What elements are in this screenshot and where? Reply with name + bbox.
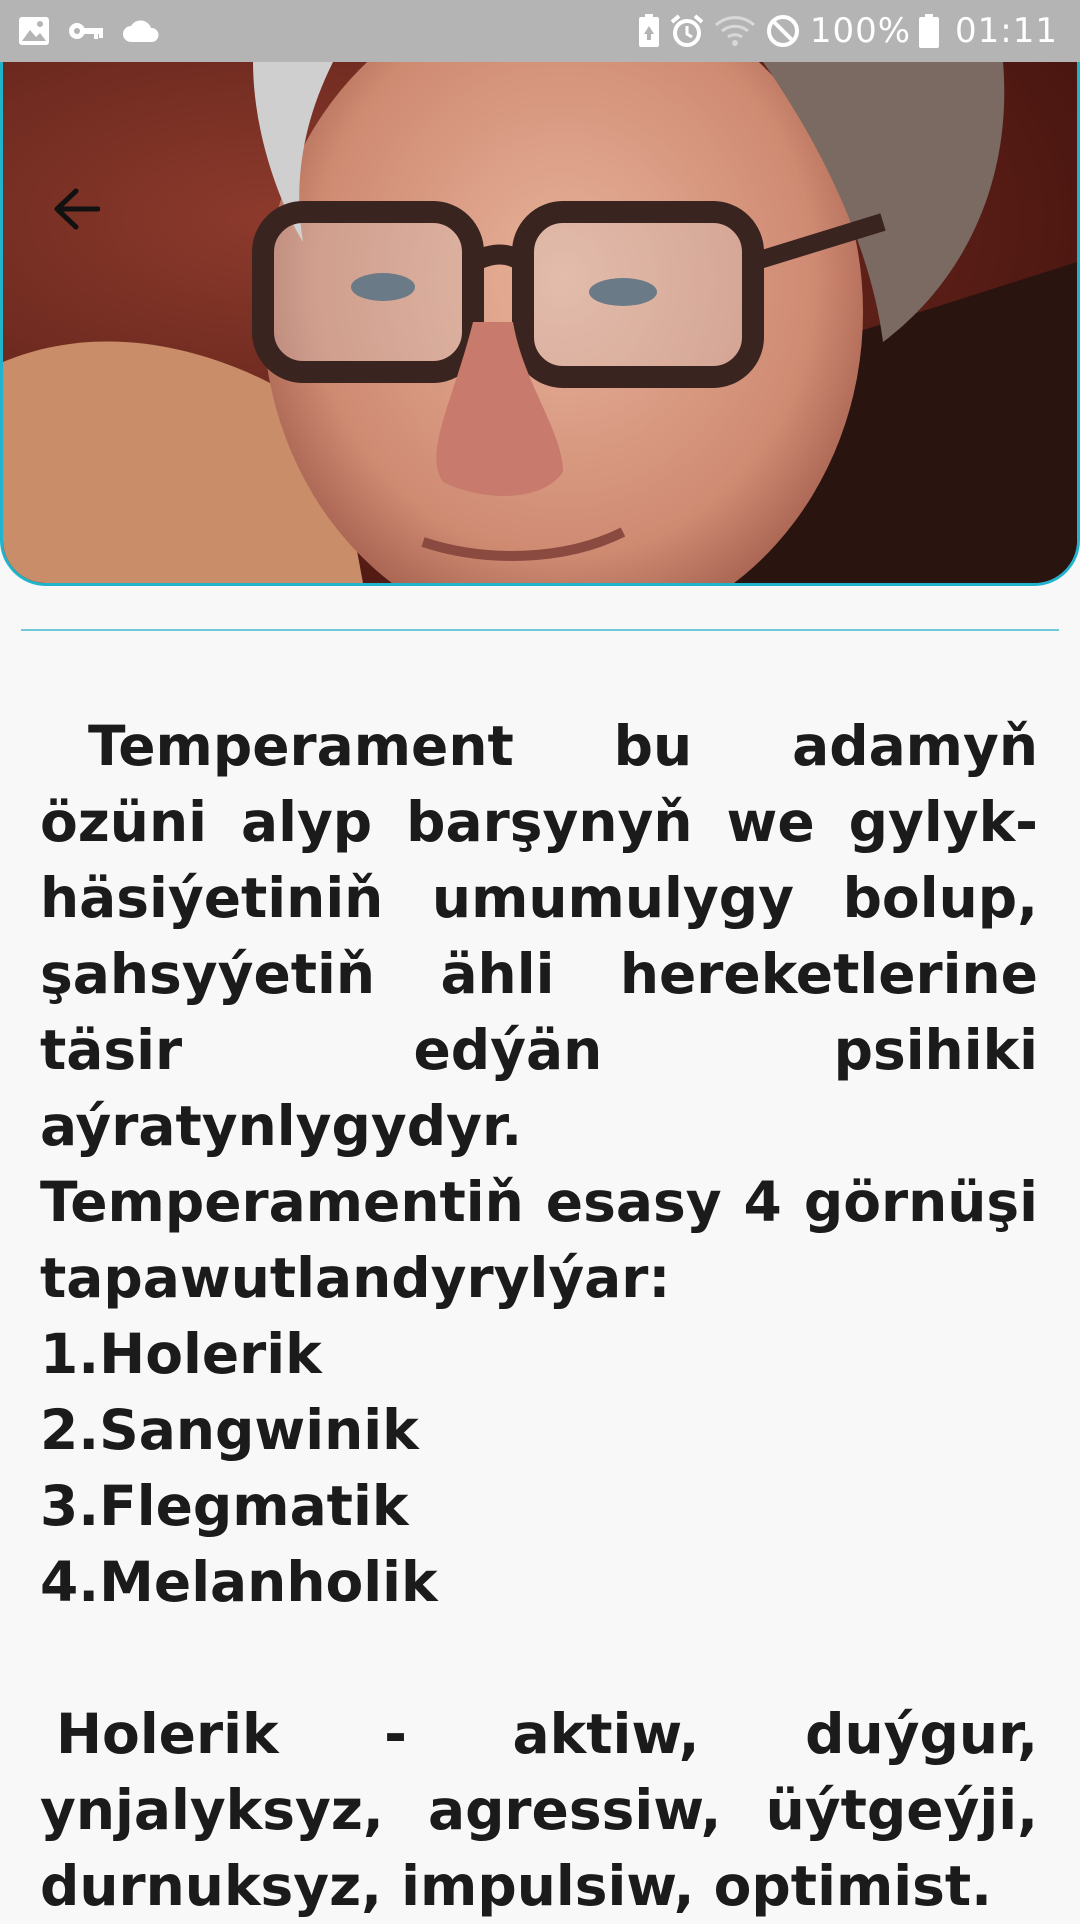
image-icon [18,16,50,46]
list-item: 4.Melanholik [40,1550,438,1614]
status-left-icons [18,16,178,46]
wifi-icon [714,15,756,47]
hero-photo [0,62,1080,586]
status-bar [0,0,1080,62]
holerik-paragraph [40,1696,1038,1924]
portrait-illustration [3,62,1077,583]
divider [21,629,1059,631]
do-not-disturb-icon [766,14,800,48]
cloud-icon [122,19,160,43]
arrow-left-icon [52,187,100,231]
list-item: 3.Flegmatik [40,1474,409,1538]
battery-icon [919,14,939,48]
clock: 01:11 [955,11,1058,51]
article-content [40,708,1038,1924]
list-item: 1.Holerik [40,1322,322,1386]
back-button[interactable] [39,172,113,246]
list-item: 2.Sangwinik [40,1398,419,1462]
spacer [40,1620,1038,1696]
status-right-icons [638,11,1058,51]
battery-percent: 100% [809,11,912,51]
holerik-paragraph-text: Holerik - aktiw, duýgur, ynjalyksyz, agressiw, üýtgeýji, durnuksyz, impulsiw, optimist. [40,1702,1038,1918]
intro-paragraph [40,708,1038,1164]
alarm-icon [670,14,704,48]
battery-saver-icon [638,14,660,48]
key-icon [68,20,104,42]
types-intro: Temperamentiň esasy 4 görnüşi tapawutlandyrylýar: [40,1170,1038,1310]
intro-paragraph-text: Temperament bu adamyň özüni alyp barşynyň we gylyk-häsiýetiniň umumulygy bolup, şahsyýetiň ähli hereketlerine täsir edýän psihiki aýratynlygydyr. [40,714,1038,1158]
